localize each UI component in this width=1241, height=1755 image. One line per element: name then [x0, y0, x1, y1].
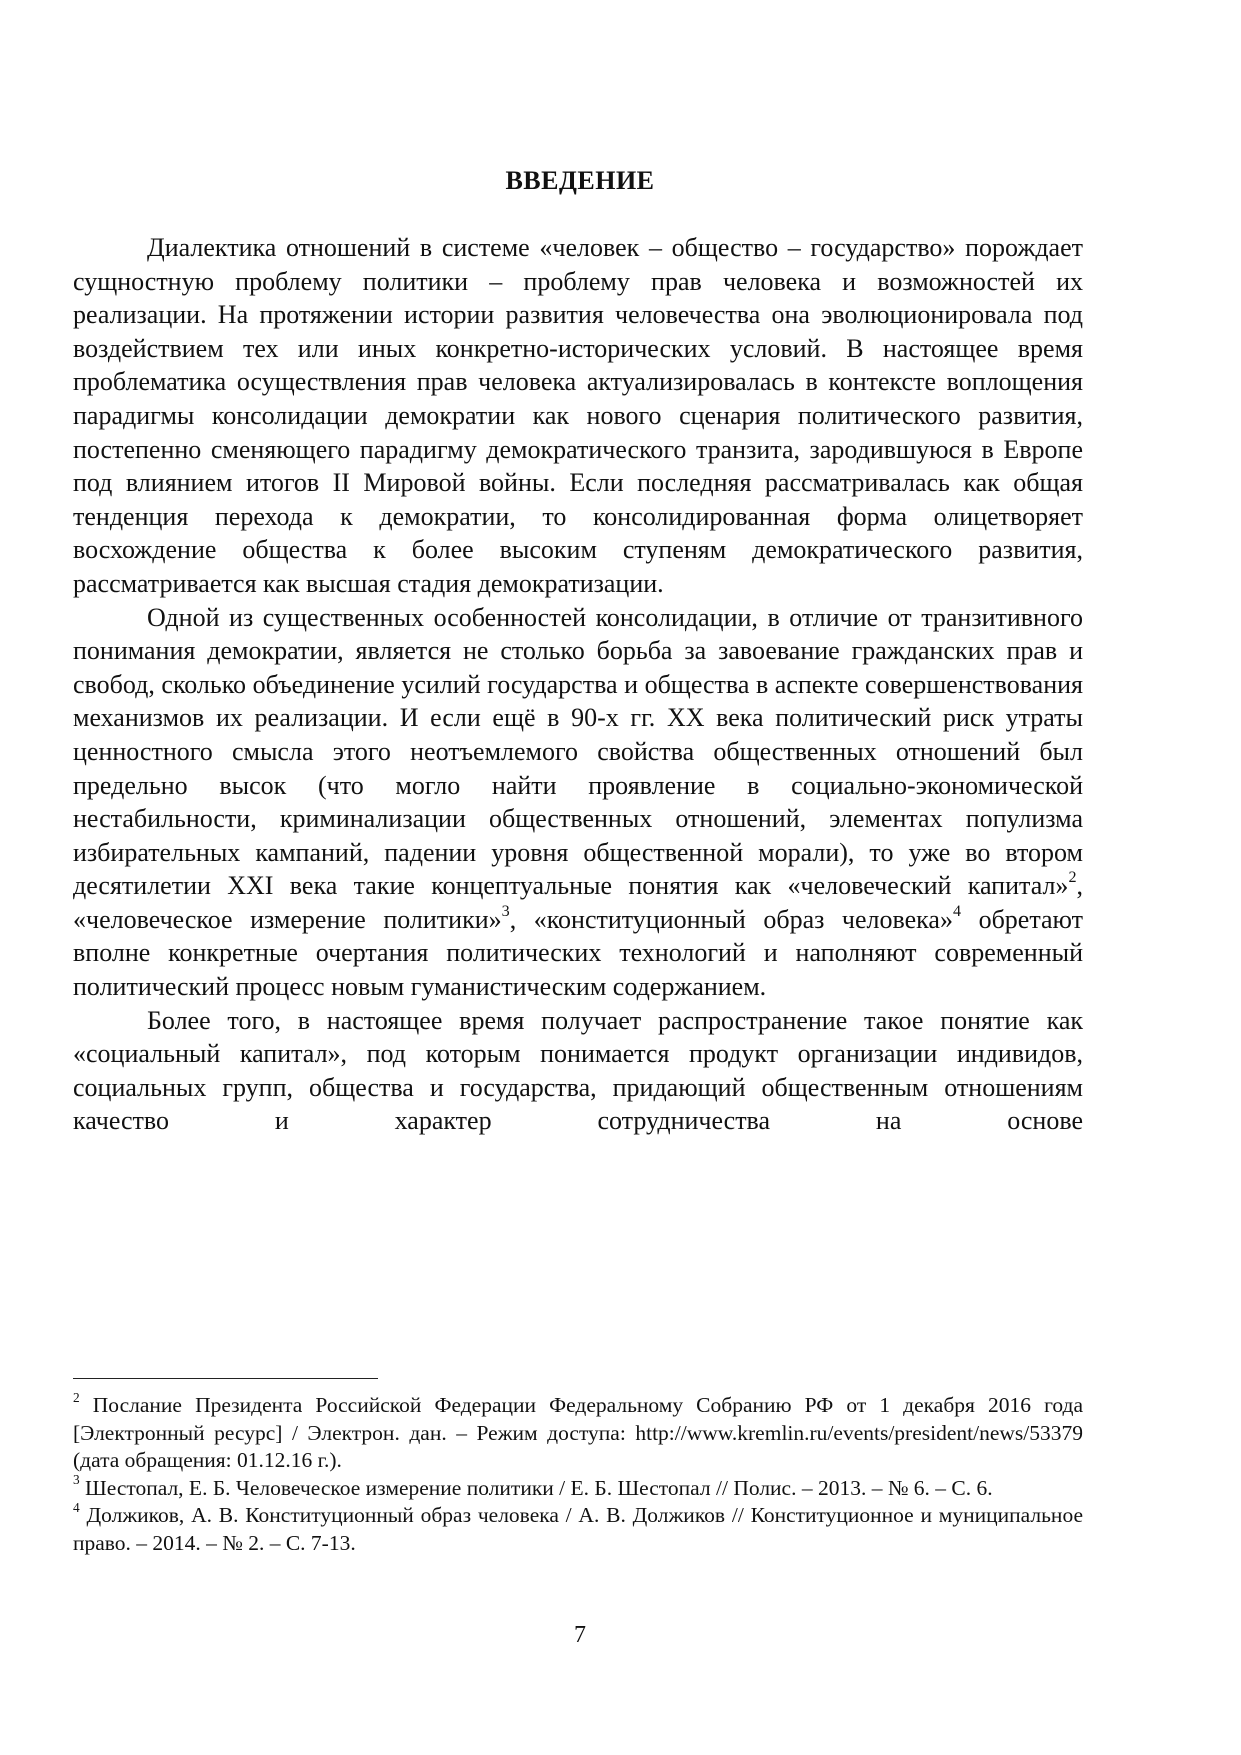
paragraph-2-tail: обретают вполне конкретные очертания политических технологий и наполняют современный политический процесс новым гуманистическим содержанием. [73, 904, 1083, 1002]
footnote-3 [73, 1472, 1083, 1503]
footnote-text: Шестопал, Е. Б. Человеческое измерение политики / Е. Б. Шестопал // Полис. – 2013. – № 6. – С. 6. [85, 1475, 993, 1500]
footnote-2 [73, 1389, 1084, 1475]
footnote-ref-3[interactable]: 3 [501, 902, 510, 920]
paragraph-2-term-3: «конституционный образ человека» [533, 904, 953, 934]
footnote-ref-2[interactable]: 2 [1068, 869, 1077, 887]
footnote-mark: 3 [73, 1472, 80, 1488]
body-text [73, 231, 1083, 1138]
footnote-separator [73, 1378, 378, 1379]
footnote-4 [73, 1499, 1083, 1557]
paragraph-2: Одной из существенных особенностей консолидации, в отличие от транзитивного понимания демократии, является не столько борьба за завоевание гражданских прав и свобод, сколько объединение усилий государства и общества в аспекте совершенствования механизмов их реализации. И если ещё в 90-х гг. XX века политический риск утраты ценностного смысла этого неотъемлемого свойства общественных отношений был предельно высок (что могло найти проявление в социально-экономической нестабильности, криминализации общественных отношений, элементах популизма избирательных кампаний, падении уровня общественной морали), то уже во втором десятилетии XXI века такие концептуальные понятия как «человеческий капитал»$^2$, «человеческое измерение политики»$^3$, «конституционный образ человека»$^4$ обретают вполне конкретные очертания политических технологий и наполняют современный политический процесс новым гуманистическим содержанием. [73, 602, 1083, 1002]
footnote-text: Послание Президента Российской Федерации Федеральному Собранию РФ от 1 декабря 2016 года [Электронный ресурс] / Электрон. дан. – Режим доступа: http://www.kremlin.ru/events/president/news/53379 (дата обращения: 01.12.16 г.). [73, 1393, 1084, 1472]
footnotes [73, 1389, 1084, 1557]
paragraph-2-text: Одной из существенных особенностей консолидации, в отличие от транзитивного понимания демократии, является не столько борьба за завоевание гражданских прав и свобод, сколько объединение усилий государства и общества в аспекте совершенствования механизмов их реализации. И если ещё в 90-х гг. XX века политический риск утраты ценностного смысла этого неотъемлемого свойства общественных отношений был предельно высок (что могло найти проявление в социально-экономической нестабильности, криминализации общественных отношений, элементах популизма избирательных кампаний, падении уровня общественной морали), то уже во втором десятилетии XXI века такие концептуальные понятия как «человеческий капитал» [73, 602, 1083, 901]
footnote-text: Должиков, А. В. Конституционный образ человека / А. В. Должиков // Конституционное и муниципальное право. – 2014. – № 2. – С. 7-13. [73, 1503, 1083, 1555]
paragraph-3: Более того, в настоящее время получает распространение такое понятие как «социальный капитал», под которым понимается продукт организации индивидов, социальных групп, общества и государства, придающий общественным отношениям качество и характер сотрудничества на основе [73, 1005, 1083, 1136]
page-number: 7 [574, 1622, 586, 1648]
paragraph-1: Диалектика отношений в системе «человек – общество – государство» порождает сущностную проблему политики – проблему прав человека и возможностей их реализации. На протяжении истории развития человечества она эволюционировала под воздействием тех или иных конкретно-исторических условий. В настоящее время проблематика осуществления прав человека актуализировалась в контексте воплощения парадигмы консолидации демократии как нового сценария политического развития, постепенно сменяющего парадигму демократического транзита, зародившуюся в Европе под влиянием итогов II Мировой войны. Если последняя рассматривалась как общая тенденция перехода к демократии, то консолидированная форма олицетворяет восхождение общества к более высоким ступеням демократического развития, рассматривается как высшая стадия демократизации. [73, 233, 1083, 598]
paragraph-2-term-2: «человеческое измерение политики» [73, 904, 502, 934]
page-title: ВВЕДЕНИЕ [505, 166, 655, 195]
footnote-mark: 2 [73, 1389, 80, 1405]
footnote-ref-4[interactable]: 4 [952, 902, 962, 920]
footnote-mark: 4 [73, 1499, 80, 1515]
